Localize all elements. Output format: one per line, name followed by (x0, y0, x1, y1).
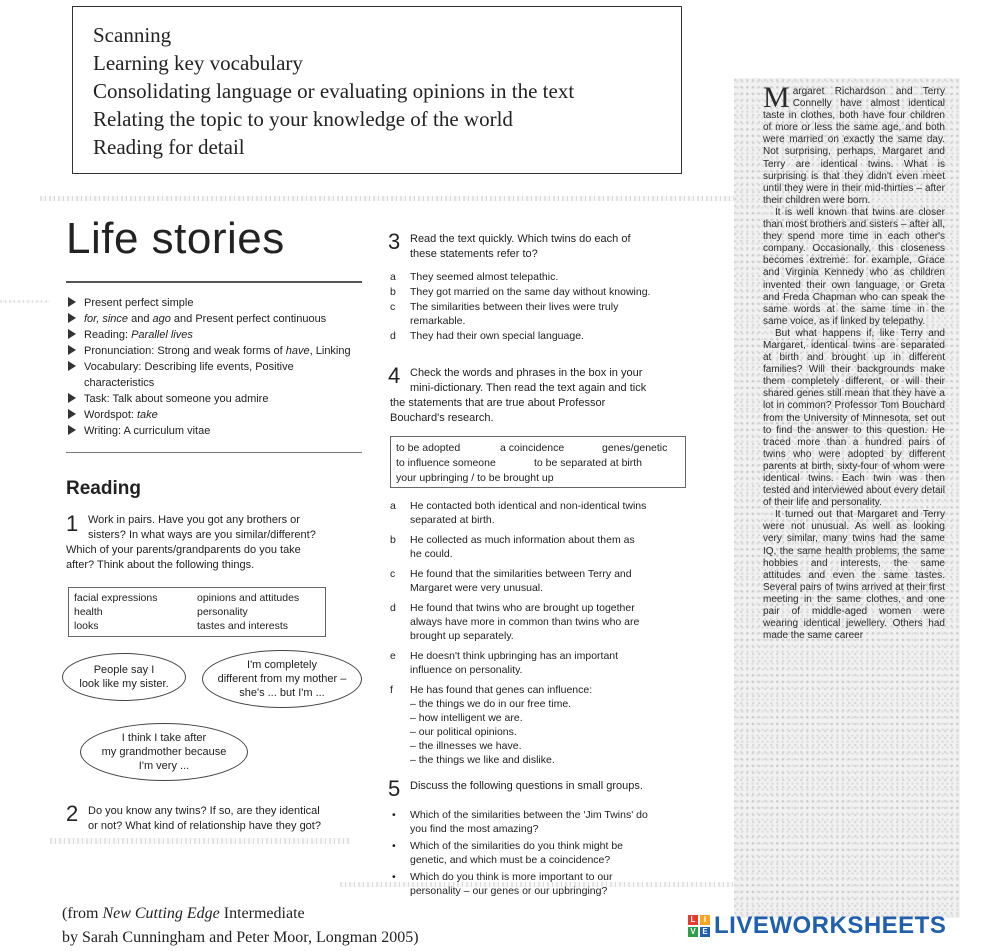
bullet-arrow-icon (68, 393, 76, 403)
contents-text: and (128, 313, 153, 325)
vocab-phrase: genes/genetic (602, 442, 668, 454)
item-line: genetic, and which must be a coincidence? (410, 854, 611, 866)
vocab-phrase: to be separated at birth (534, 457, 642, 469)
q4-item (390, 567, 690, 595)
contents-text: ago (152, 313, 171, 325)
item-line: He has found that genes can influence: (410, 683, 593, 696)
question-number-4: 4 (388, 363, 401, 388)
bubble-line: look like my sister. (79, 678, 169, 690)
q4-item (390, 499, 690, 527)
bullet-arrow-icon (68, 313, 76, 323)
bubble-line: she's ... but I'm ... (239, 687, 325, 699)
question-2-line: Do you know any twins? If so, are they identical (88, 805, 320, 817)
q4-item (390, 649, 690, 677)
item-letter: c (390, 567, 396, 580)
article-paragraph: argaret Richardson and Terry Connelly have almost identical taste in clothes, both have four children of more or less the same age, and both were married on exactly the same day. Not surprising, perhaps, Margaret and Terry are identical twins. What is surprising is that they didn't even meet until they were in their mid-thirties – after their children were born. (763, 86, 945, 206)
torn-edge-left (0, 300, 50, 303)
item-letter: f (390, 683, 393, 696)
item-letter: d (390, 601, 396, 614)
contents-item (68, 327, 351, 343)
item-line: – the illnesses we have. (410, 739, 522, 752)
contents-item (68, 343, 351, 359)
bullet-arrow-icon (68, 345, 76, 355)
skill-item: Relating the topic to your knowledge of the world (93, 107, 513, 131)
vocab-phrase: your upbringing / to be brought up (396, 472, 554, 484)
question-3-text (410, 232, 700, 262)
item-line: He doesn't think upbringing has an important (410, 649, 619, 662)
item-line: They had their own special language. (410, 330, 584, 342)
question-5-text (410, 779, 700, 794)
article-dropcap: M (763, 81, 790, 114)
contents-item (68, 375, 351, 391)
item-line: influence on personality. (410, 663, 523, 676)
thing-item: health (74, 606, 103, 618)
item-letter: b (390, 286, 396, 298)
item-line: he could. (410, 547, 453, 560)
contents-text: Reading: (84, 329, 132, 341)
item-line: remarkable. (410, 315, 466, 327)
bubble-line: I'm completely (247, 659, 317, 671)
contents-item (68, 423, 351, 439)
item-line: Which of the similarities do you think might be (410, 840, 624, 852)
question-5-line: Discuss the following questions in small groups. (410, 780, 643, 792)
item-letter: d (390, 330, 396, 342)
things-box (68, 587, 326, 637)
q5-item (390, 839, 690, 868)
item-letter: a (390, 500, 396, 512)
question-4-line: Check the words and phrases in the box in your (410, 367, 643, 379)
question-2-line: or not? What kind of relationship have they got? (88, 820, 321, 832)
logo-mark-icon (688, 915, 710, 937)
contents-item (68, 295, 351, 311)
question-number-5: 5 (388, 776, 401, 801)
article-paragraph: It is well known that twins are closer than most brothers and sisters – after all, they spend more time in each other's company. Occasionally, this closeness becomes extreme: for example, Grace and Virginia Kennedy who as children invented their own language, or Greta and Freda Chapman who can speak the same words at the same time in the same voice, as if linked by telepathy. (763, 206, 945, 327)
question-4-text (390, 366, 690, 426)
bullet-arrow-icon (68, 425, 76, 435)
question-3-line: Read the text quickly. Which twins do each of (410, 233, 631, 245)
item-line: He found that the similarities between Terry and (410, 567, 632, 580)
article-paragraph: But what happens if, like Terry and Margaret, identical twins are separated at birth and brought up in different families? Will their backgrounds make them completely different, or will their shared genes still mean that they have a lot in common? Professor Tom Bouchard from the University of Minnesota, set out to find the answer to this question. He traced more than a hundred pairs of twins who were adopted by different parents at birth, sixty-four of whom were identical twins. Each twin was then tested and interviewed about every detail of their life and personality. (763, 327, 945, 509)
item-letter: e (390, 649, 396, 662)
contents-text: have (285, 345, 310, 357)
contents-text: Present perfect simple (84, 297, 194, 309)
q4-item (390, 683, 690, 768)
contents-item (68, 407, 351, 423)
question-3-line: these statements refer to? (410, 248, 538, 260)
item-line: – the things we like and dislike. (410, 753, 555, 766)
question-2-text (88, 804, 368, 834)
contents-text: for, since (84, 313, 129, 325)
logo-mark-letter: E (700, 927, 710, 937)
credit-text: (from (62, 905, 103, 922)
unit-contents (68, 295, 351, 439)
contents-text: , Linking (309, 345, 351, 357)
skill-item: Learning key vocabulary (93, 51, 303, 75)
q5-item (390, 808, 690, 837)
skill-item: Scanning (93, 23, 172, 47)
item-line: They seemed almost telepathic. (410, 271, 559, 283)
vocab-phrase: to influence someone (396, 457, 496, 469)
speech-bubble-1 (62, 653, 186, 701)
item-line: They got married on the same day without knowing. (410, 286, 651, 298)
liveworksheets-logo[interactable] (688, 910, 946, 942)
q3-item (390, 300, 690, 328)
question-number-1: 1 (66, 511, 79, 536)
item-line: He contacted both identical and non-identical twins (410, 500, 647, 512)
bubble-line: I'm very ... (138, 760, 190, 772)
item-letter: a (390, 271, 396, 283)
item-line: brought up separately. (410, 629, 514, 642)
item-line: you find the most amazing? (410, 823, 539, 835)
logo-text: LIVEWORKSHEETS (714, 912, 947, 939)
thing-item: opinions and attitudes (197, 592, 300, 604)
contents-rule (66, 452, 362, 453)
question-1-line: Which of your parents/grandparents do you take (66, 544, 301, 556)
question-4-line: Bouchard's research. (390, 412, 494, 424)
contents-text: Pronunciation: Strong and weak forms of (84, 345, 286, 357)
q4-item (390, 533, 690, 561)
torn-edge-bottom (50, 838, 350, 844)
vocab-phrase: to be adopted (396, 442, 461, 454)
bubble-line: different from my mother – (217, 673, 347, 685)
bullet-arrow-icon (68, 329, 76, 339)
bubble-line: People say I (93, 664, 155, 676)
bullet-arrow-icon (68, 409, 76, 419)
contents-item (68, 359, 351, 375)
contents-text: Task: Talk about someone you admire (84, 393, 269, 405)
item-line: He collected as much information about them as (410, 533, 635, 546)
speech-bubble-3 (80, 723, 248, 781)
article-paragraph: It turned out that Margaret and Terry were not unusual. As well as looking very similar, many twins had the same IQ, the same health problems, the same hobbies and interests, the same attitudes and even the same tastes. Several pairs of twins arrived at their first meeting in the same clothes, and one pair of middle-aged women were wearing identical jewellery. Others had made the same career (763, 509, 945, 642)
unit-title: Life stories (66, 214, 285, 263)
article-text (763, 81, 945, 642)
thing-item: personality (197, 606, 248, 618)
speech-bubble-2 (202, 650, 362, 708)
question-1-line: after? Think about the following things. (66, 559, 255, 571)
q3-item (390, 285, 690, 299)
item-line: separated at birth. (410, 514, 495, 526)
thing-item: looks (74, 620, 99, 632)
bullet-arrow-icon (68, 361, 76, 371)
contents-text: Vocabulary: Describing life events, Positive (84, 361, 294, 373)
skill-item: Reading for detail (93, 135, 245, 159)
question-1-line: sisters? In what ways are you similar/different? (88, 529, 316, 541)
vocab-phrase: a coincidence (500, 442, 565, 454)
item-letter: b (390, 533, 396, 546)
reading-heading: Reading (66, 478, 141, 499)
logo-mark-letter: I (700, 915, 710, 925)
contents-text: and Present perfect continuous (170, 313, 327, 325)
title-rule (66, 281, 362, 283)
credit-text: Intermediate (219, 905, 305, 922)
thing-item: facial expressions (74, 592, 158, 604)
item-line: Margaret were very unusual. (410, 581, 544, 594)
contents-text: take (137, 409, 158, 421)
question-number-2: 2 (66, 801, 79, 826)
question-1-text (66, 513, 366, 573)
item-line: personality – our genes or our upbringing? (410, 885, 608, 897)
bubble-line: my grandmother because (101, 746, 227, 758)
contents-text: characteristics (84, 377, 155, 389)
q3-item (390, 329, 690, 343)
contents-text: Parallel lives (131, 329, 193, 341)
torn-edge-top (40, 196, 740, 201)
bullet-arrow-icon (68, 297, 76, 307)
item-line: – the things we do in our free time. (410, 697, 572, 710)
item-letter: c (390, 301, 396, 313)
item-line: – how intelligent we are. (410, 711, 523, 724)
q5-item (390, 870, 690, 899)
bullet-dot-icon: • (392, 871, 396, 883)
question-number-3: 3 (388, 229, 401, 254)
contents-item (68, 391, 351, 407)
question-4-line: the statements that are true about Professor (390, 397, 606, 409)
contents-text: Writing: A curriculum vitae (84, 425, 211, 437)
contents-text: Wordspot: (84, 409, 137, 421)
skills-box (72, 6, 682, 174)
logo-mark-letter: L (688, 915, 698, 925)
source-credit (62, 905, 419, 947)
contents-item (68, 311, 351, 327)
item-line: always have more in common than twins who are (410, 615, 640, 628)
q3-item (390, 270, 690, 284)
bullet-dot-icon: • (392, 809, 396, 821)
logo-mark-letter: V (688, 927, 698, 937)
item-line: Which do you think is more important to our (410, 871, 613, 883)
item-line: – our political opinions. (410, 725, 517, 738)
item-line: The similarities between their lives were truly (410, 301, 619, 313)
bullet-dot-icon: • (392, 840, 396, 852)
credit-authors: by Sarah Cunningham and Peter Moor, Longman 2005) (62, 929, 419, 946)
vocabulary-box (390, 436, 686, 488)
item-line: He found that twins who are brought up together (410, 601, 635, 614)
question-4-line: mini-dictionary. Then read the text again and tick (410, 382, 647, 394)
credit-book-title: New Cutting Edge (102, 905, 220, 922)
item-line: Which of the similarities between the 'Jim Twins' do (410, 809, 648, 821)
bubble-line: I think I take after (121, 732, 207, 744)
question-1-line: Work in pairs. Have you got any brothers or (88, 514, 300, 526)
q4-item (390, 601, 690, 644)
skill-item: Consolidating language or evaluating opinions in the text (93, 79, 575, 103)
thing-item: tastes and interests (197, 620, 289, 632)
